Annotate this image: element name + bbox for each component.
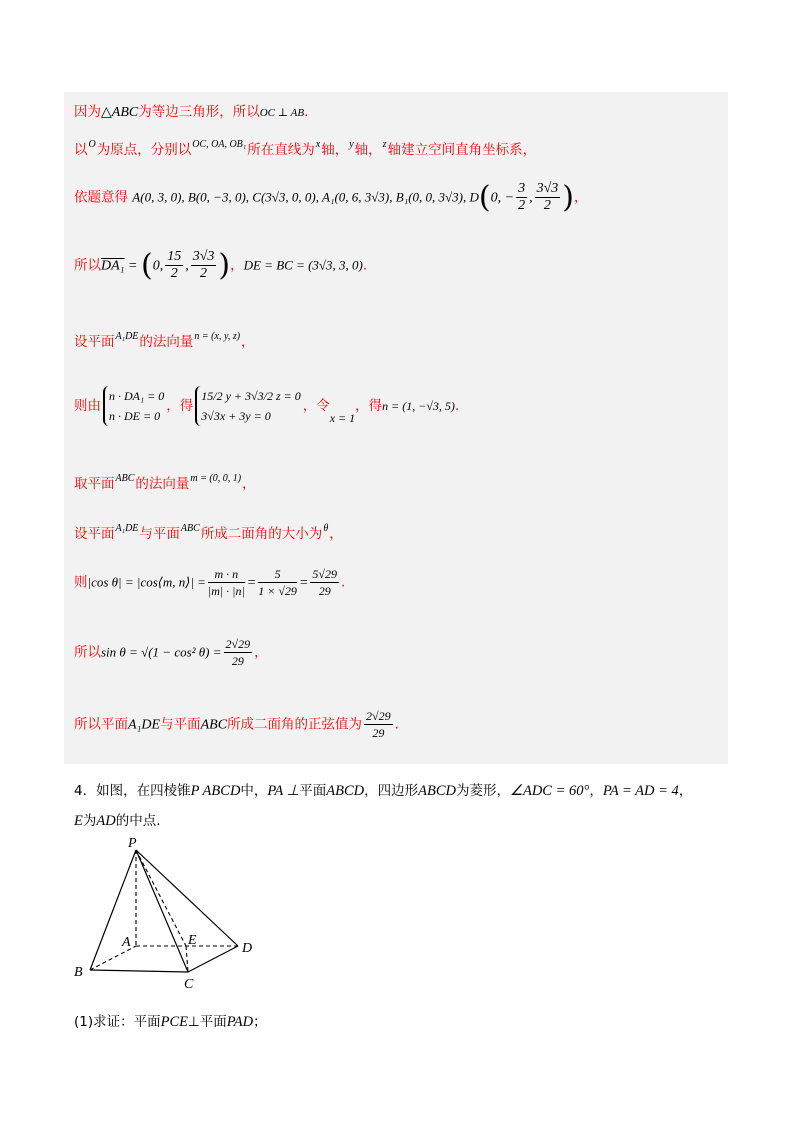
fraction: $\frac{5√29}{29}$ (312, 567, 337, 598)
text: ； (253, 1014, 267, 1030)
math: ABCD (418, 783, 456, 799)
math: DE = BC = (3√3, 3, 0) (243, 257, 363, 273)
pyramid-figure (70, 834, 270, 994)
fraction: $\frac{3√3}{2}$ (192, 249, 215, 281)
solution-line-2 (74, 138, 536, 158)
text: 则由 (74, 398, 101, 414)
fraction: $\frac{5}{1 \times √29}$ (258, 567, 297, 598)
solution-line-4: 所以DA₁ = (0, $\frac{15}{2}$ , $\frac{3√3}{2}$ )，DE = BC = (3√3, 3, 0). (74, 248, 368, 283)
math: A₁DE (115, 523, 139, 534)
solution-line-3: 依题意得 A(0, 3, 0), B(0, −3, 0), C(3√3, 0, 0), A₁(0, 6, 3√3), B₁(0, 0, 3√3), D(0, − $\frac{3}{2}$ , $\frac{3√3}{2}$ )， (74, 180, 588, 215)
math: AD (96, 813, 116, 829)
text: 为菱形， (455, 783, 510, 799)
math: PA = AD = 4 (602, 783, 679, 799)
math: sin θ = √(1 − cos² θ) = (101, 644, 222, 660)
math: |cos θ| = |cos⟨m, n⟩| = (87, 574, 206, 590)
math: z (382, 139, 387, 150)
math: 0, − (490, 190, 515, 206)
text: 的法向量 (139, 334, 194, 350)
fraction: $\frac{2√29}{29}$ (225, 637, 251, 668)
math: m = (0, 0, 1) (190, 473, 242, 484)
label-p: P (128, 836, 137, 851)
text: ， (329, 526, 343, 542)
math: E (74, 813, 83, 829)
fraction: $\frac{15}{2}$ (167, 249, 182, 281)
solution-line-5 (74, 330, 255, 350)
math: OC ⊥ AB (259, 107, 305, 119)
math: ∠ADC = 60° (509, 783, 590, 799)
equation-system: n · DA₁ = 0 n · DE = 0 (103, 386, 164, 426)
text: 的法向量 (135, 476, 190, 492)
solution-line-10 (74, 636, 268, 669)
math: △ABC (101, 105, 139, 120)
text: ，得 (166, 398, 194, 414)
math: x = 1 (329, 411, 356, 425)
math: θ (323, 523, 329, 534)
math: A₁DE (115, 331, 139, 342)
text: 4．如图，在四棱锥 (74, 783, 191, 799)
text: 取平面 (74, 476, 115, 492)
text: 中， (240, 783, 268, 799)
math: n = (x, y, z) (194, 331, 241, 342)
text: ，四边形 (364, 783, 419, 799)
question-1 (74, 1010, 267, 1031)
text: ， (589, 783, 603, 799)
text: 为原点，分别以 (96, 142, 192, 158)
fraction: $\frac{3}{2}$ (518, 181, 526, 213)
math: ABC (180, 523, 200, 534)
solution-line-8 (74, 522, 343, 542)
solution-line-1 (74, 100, 308, 121)
edge-pb (90, 850, 136, 970)
text: ， (241, 334, 255, 350)
fraction: $\frac{3√3}{2}$ (536, 181, 559, 213)
text: 轴建立空间直角坐标系， (387, 142, 537, 158)
math: = (246, 575, 257, 591)
text: 平面 (299, 783, 327, 799)
solution-line-7 (74, 472, 256, 492)
label-e: E (188, 933, 197, 948)
math: PCE (160, 1014, 189, 1030)
text: 轴， (354, 142, 382, 158)
math: P ABCD (190, 783, 241, 799)
text: . (362, 257, 368, 274)
math: OC, OA, OB₁ (192, 139, 247, 150)
problem-statement (74, 776, 734, 836)
text: ， (678, 783, 693, 799)
text: 与平面 (160, 716, 201, 733)
edge-pd (136, 850, 238, 946)
fraction: $\frac{m \cdot n}{|m| \cdot |n|}$ (207, 567, 245, 598)
label-a: A (122, 935, 131, 950)
math: n = (1, −√3, 5) (382, 399, 455, 413)
text: 所以 (74, 644, 101, 661)
text: 轴， (321, 142, 349, 158)
text: ， (573, 189, 588, 206)
text: 设平面 (74, 334, 115, 350)
text: ⊥ (188, 1014, 200, 1030)
math: = (298, 575, 309, 591)
math: PA ⊥ (267, 783, 300, 799)
text: 为 (82, 813, 97, 829)
text: 所在直线为 (247, 142, 315, 158)
math: O (88, 139, 96, 150)
text: (1)求证：平面 (74, 1014, 161, 1030)
text: . (394, 716, 399, 733)
text: 所以平面 (74, 716, 128, 733)
text: 平面 (199, 1014, 227, 1030)
text: 设平面 (74, 526, 115, 542)
text: ， (242, 476, 256, 492)
math: x (315, 139, 321, 150)
text: ，得 (355, 398, 383, 414)
text: 的中点. (115, 813, 161, 829)
solution-line-11 (74, 708, 399, 741)
math: DA₁ (101, 258, 125, 274)
text: . (454, 398, 460, 414)
math: PAD (226, 1014, 254, 1030)
math: y (349, 139, 354, 150)
text: 为等边三角形，所以 (138, 104, 260, 120)
solution-line-6 (74, 386, 459, 426)
text: . (340, 574, 346, 591)
math: 0, (152, 258, 164, 274)
math: A(0, 3, 0), B(0, −3, 0), C(3√3, 0, 0), A₁(0, 6, 3√3), B₁(0, 0, 3√3), D (132, 189, 479, 205)
text: 依题意得 (74, 189, 128, 206)
edge-pe (136, 850, 186, 946)
text: ，令 (302, 398, 330, 414)
equation-system: 15/2 y + 3√3/2 z = 0 3√3x + 3y = 0 (195, 386, 300, 426)
text: 以 (74, 142, 88, 158)
edge-cd (188, 946, 238, 972)
math: ABC (115, 473, 135, 484)
label-b: B (74, 965, 83, 980)
text: . (304, 104, 309, 120)
label-d: D (242, 941, 253, 956)
text: 所以 (74, 257, 101, 274)
edge-bc (90, 970, 188, 972)
edge-pc (136, 850, 188, 972)
text: ， (230, 257, 244, 274)
text: ， (254, 644, 268, 661)
text: 因为 (74, 104, 101, 120)
label-c: C (184, 977, 194, 992)
math: A₁DE (128, 717, 161, 733)
fraction: $\frac{2√29}{29}$ (366, 709, 391, 740)
math: ABCD (326, 783, 365, 799)
text: 则 (74, 574, 88, 591)
text: 所成二面角的正弦值为 (227, 716, 363, 733)
text: 所成二面角的大小为 (200, 526, 323, 542)
solution-line-9 (74, 566, 345, 599)
text: 与平面 (139, 526, 180, 542)
math: ABC (200, 717, 228, 733)
